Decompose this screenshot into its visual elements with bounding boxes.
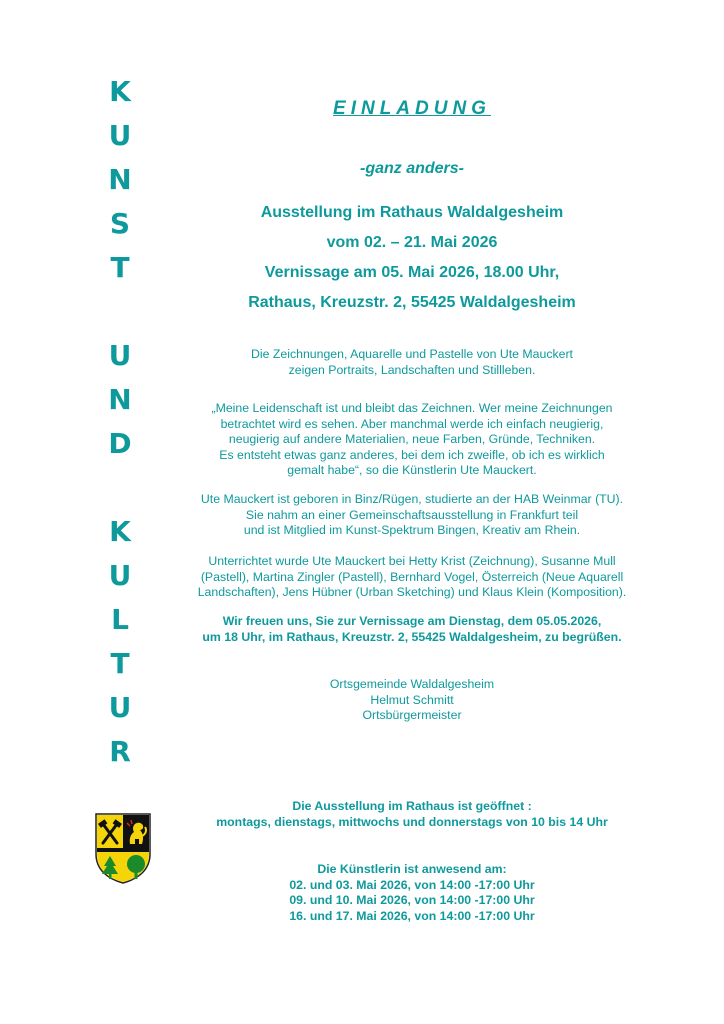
- event-headline: [170, 198, 654, 318]
- side-letter: L: [111, 603, 129, 636]
- side-letter: T: [110, 647, 130, 680]
- page-title: EINLADUNG: [333, 98, 491, 119]
- text-line: 02. und 03. Mai 2026, von 14:00 -17:00 Uhr: [289, 877, 535, 892]
- coat-of-arms-icon: [94, 812, 152, 884]
- text-line: 09. und 10. Mai 2026, von 14:00 -17:00 Uhr: [289, 893, 535, 907]
- teachers-paragraph: [170, 554, 654, 601]
- artist-presence: [170, 862, 654, 924]
- side-letter: U: [108, 559, 132, 592]
- side-spacer: [100, 290, 140, 334]
- side-letter: U: [108, 691, 132, 724]
- headline-line: vom 02. – 21. Mai 2026: [326, 234, 498, 251]
- quote-paragraph: [170, 401, 654, 479]
- side-letter: N: [108, 383, 132, 416]
- text-line: Landschaften), Jens Hübner (Urban Sketching) und Klaus Klein (Komposition).: [197, 585, 627, 599]
- text-line: und ist Mitglied im Kunst-Spektrum Bingen, Kreativ am Rhein.: [243, 523, 581, 537]
- side-letter: S: [109, 207, 131, 240]
- subtitle: -ganz anders-: [359, 160, 464, 177]
- opening-hours: [170, 799, 654, 830]
- text-line: Die Künstlerin ist anwesend am:: [317, 862, 507, 876]
- side-letter: U: [108, 339, 132, 372]
- text-line: (Pastell), Martina Zingler (Pastell), Bernhard Vogel, Österreich (Neue Aquarell: [200, 569, 624, 584]
- signature-line: Helmut Schmitt: [370, 692, 454, 707]
- side-letter: N: [108, 163, 132, 196]
- side-letter: K: [109, 75, 131, 108]
- text-line: neugierig auf andere Materialien, neue Farben, Gründe, Techniken.: [228, 432, 596, 446]
- invitation-paragraph: [170, 614, 654, 645]
- side-letter: D: [108, 427, 132, 460]
- side-letter: K: [109, 515, 131, 548]
- text-line: Unterrichtet wurde Ute Mauckert bei Hetty Krist (Zeichnung), Susanne Mull: [208, 554, 616, 568]
- text-line: montags, dienstags, mittwochs und donnerstags von 10 bis 14 Uhr: [216, 814, 608, 829]
- text-line: 16. und 17. Mai 2026, von 14:00 -17:00 Uhr: [289, 908, 535, 923]
- headline-line: Ausstellung im Rathaus Waldalgesheim: [260, 204, 564, 221]
- text-line: Ute Mauckert ist geboren in Binz/Rügen, studierte an der HAB Weinmar (TU).: [200, 492, 624, 506]
- text-line: zeigen Portraits, Landschaften und Stillleben.: [288, 362, 536, 377]
- side-letter: T: [110, 251, 130, 284]
- signature-line: Ortsgemeinde Waldalgesheim: [329, 677, 495, 691]
- side-lettering: [100, 70, 140, 774]
- intro-paragraph: [170, 347, 654, 378]
- signature-block: [170, 677, 654, 724]
- bio-paragraph: [170, 492, 654, 539]
- text-line: Es entsteht etwas ganz anderes, bei dem ich zweifle, ob ich es wirklich: [219, 447, 605, 462]
- side-spacer: [100, 466, 140, 510]
- text-line: Sie nahm an einer Gemeinschaftsausstellung in Frankfurt teil: [245, 507, 579, 522]
- text-line: um 18 Uhr, im Rathaus, Kreuzstr. 2, 55425 Waldalgesheim, zu begrüßen.: [202, 629, 622, 644]
- headline-line: Rathaus, Kreuzstr. 2, 55425 Waldalgesheim: [248, 294, 576, 311]
- text-line: gemalt habe“, so die Künstlerin Ute Mauckert.: [287, 463, 537, 477]
- text-line: „Meine Leidenschaft ist und bleibt das Zeichnen. Wer meine Zeichnungen: [211, 401, 613, 415]
- text-line: Wir freuen uns, Sie zur Vernissage am Dienstag, dem 05.05.2026,: [222, 614, 602, 628]
- text-line: Die Ausstellung im Rathaus ist geöffnet :: [292, 799, 532, 813]
- side-letter: U: [108, 119, 132, 152]
- text-line: Die Zeichnungen, Aquarelle und Pastelle von Ute Mauckert: [251, 347, 573, 361]
- side-letter: R: [109, 735, 131, 768]
- headline-line: Vernissage am 05. Mai 2026, 18.00 Uhr,: [264, 264, 560, 281]
- signature-line: Ortsbürgermeister: [362, 708, 462, 722]
- text-line: betrachtet wird es sehen. Aber manchmal werde ich einfach neugierig,: [220, 416, 604, 431]
